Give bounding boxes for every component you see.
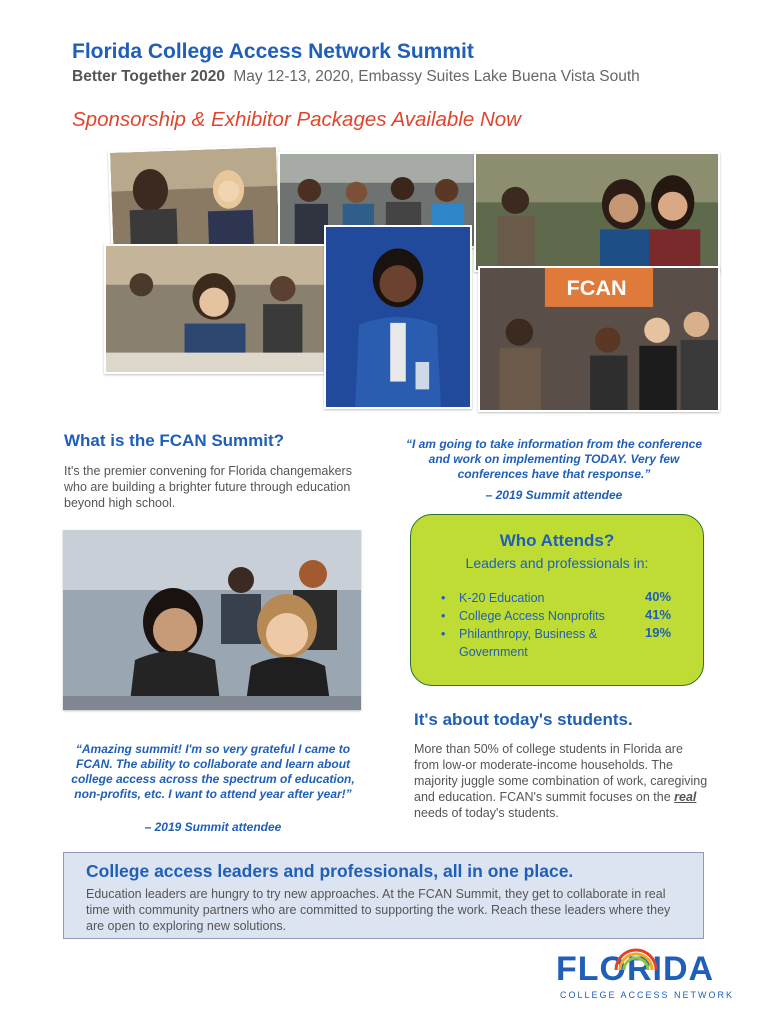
who-attends-heading: Who Attends? — [499, 531, 615, 550]
who-attends-percent: 19% — [645, 625, 672, 640]
attendee-quote-bottom: “Amazing summit! I'm so very grateful I came to FCAN. The ability to collaborate and learn about college access across the spectrum of education, non-profits, etc. I want to attend year after year!” — [71, 742, 355, 801]
bullet-icon: • — [441, 609, 446, 623]
page-title: Florida College Access Network Summit — [72, 40, 474, 63]
who-attends-percent: 40% — [645, 589, 672, 604]
bullet-icon: • — [441, 627, 446, 641]
photo-award-recipient — [324, 225, 472, 409]
photo-fcan-booth — [478, 266, 720, 412]
students-body: More than 50% of college students in Florida are from low-or moderate-income households. The majority juggle some combination of work, caregiving and education. FCAN's summit focuses on the real needs of today's students. — [414, 742, 708, 820]
event-name: Better Together 2020 — [72, 68, 226, 85]
svg-text:FCAN: FCAN — [566, 276, 627, 301]
what-is-heading: What is the FCAN Summit? — [64, 431, 285, 450]
who-attends-percent: 41% — [645, 607, 672, 622]
photo-attendees-seated — [104, 244, 326, 374]
logo-tagline: COLLEGE ACCESS NETWORK — [560, 990, 735, 1000]
bullet-icon: • — [441, 591, 446, 605]
attendee-quote-top: “I am going to take information from the conference and work on implementing TODAY. Very few conferences have that response.” — [405, 437, 703, 481]
fcan-logo — [556, 950, 735, 1006]
who-attends-box — [410, 514, 704, 686]
emphasis-real: real — [674, 790, 697, 804]
sponsorship-headline: Sponsorship & Exhibitor Packages Available Now — [72, 108, 521, 131]
who-attends-item: • K-20 Education — [441, 591, 545, 605]
logo-wordmark: FLORIDA — [556, 950, 715, 988]
event-details: May 12-13, 2020, Embassy Suites Lake Buena Vista South — [233, 68, 640, 85]
students-heading: It's about today's students. — [414, 710, 633, 729]
event-subtitle — [72, 68, 640, 86]
who-attends-subheading: Leaders and professionals in: — [465, 555, 649, 571]
who-attends-item: • College Access Nonprofits — [441, 609, 605, 623]
callout-heading: College access leaders and professionals, all in one place. — [86, 861, 574, 881]
attendee-attribution-top: – 2019 Summit attendee — [485, 488, 623, 502]
what-is-body: It's the premier convening for Florida changemakers who are building a brighter future through education beyond high school. — [64, 464, 352, 510]
photo-audience-listening — [63, 530, 361, 710]
who-attends-item: • Philanthropy, Business & Government — [441, 627, 598, 659]
callout-body: Education leaders are hungry to try new approaches. At the FCAN Summit, they get to collaborate in real time with community partners who are committed to supporting the work. Reach these leaders where they are open to exploring new solutions. — [86, 887, 671, 933]
rainbow-arc-icon — [612, 948, 660, 970]
photo-two-women-smiling — [474, 152, 720, 272]
attendee-attribution-bottom: – 2019 Summit attendee — [144, 820, 282, 834]
callout-box — [63, 852, 704, 939]
